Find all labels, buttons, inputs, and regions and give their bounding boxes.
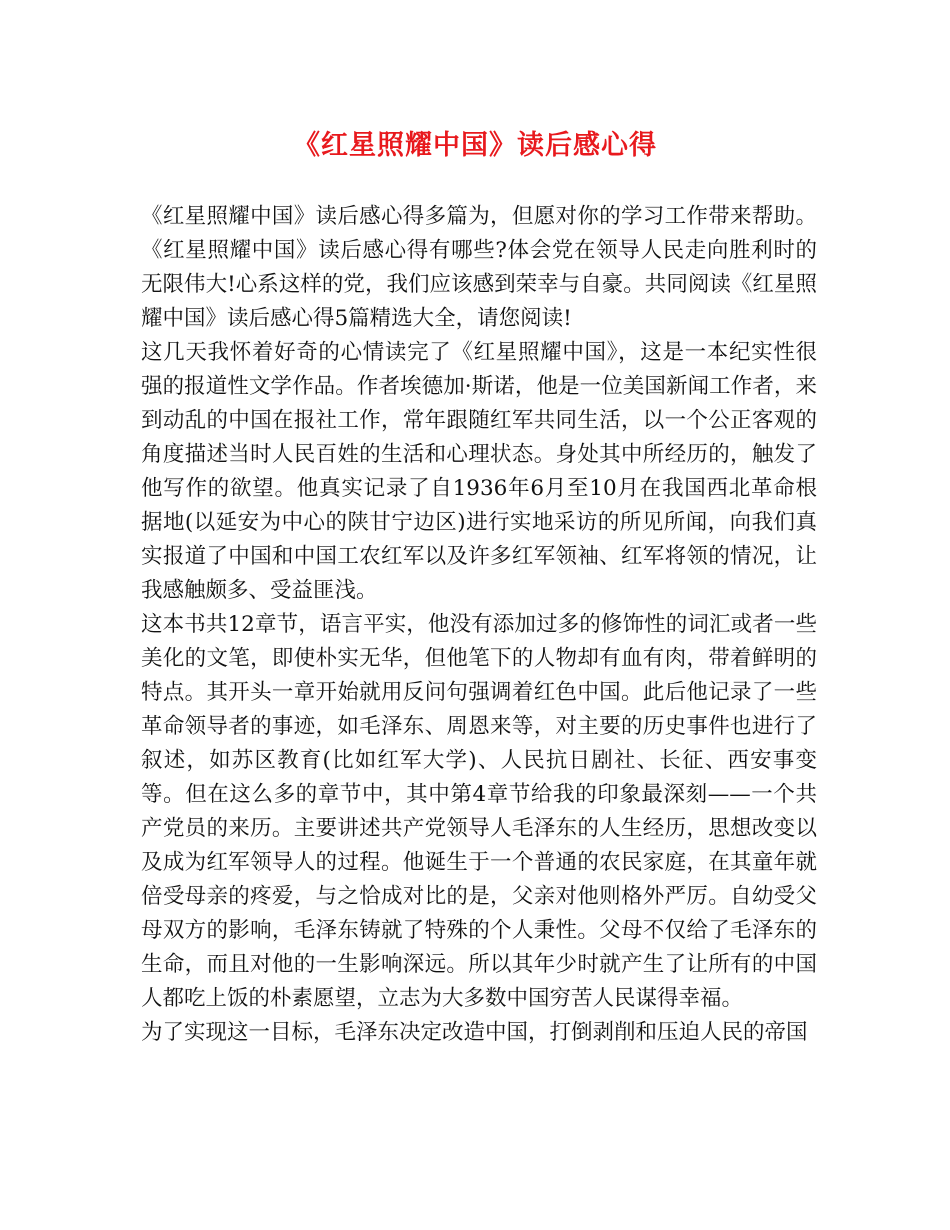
- document-body: [141, 200, 817, 1050]
- paragraph-chapters: 这本书共12章节，语言平实，他没有添加过多的修饰性的词汇或者一些美化的文笔，即使朴实无华，但他笔下的人物却有血有肉，带着鲜明的特点。其开头一章开始就用反问句强调着红色中国。此后他记录了一些革命领导者的事迹，如毛泽东、周恩来等，对主要的历史事件也进行了叙述，如苏区教育(比如红军大学)、人民抗日剧社、长征、西安事变等。但在这么多的章节中，其中第4章节给我的印象最深刻——一个共产党员的来历。主要讲述共产党领导人毛泽东的人生经历，思想改变以及成为红军领导人的过程。他诞生于一个普通的农民家庭，在其童年就倍受母亲的疼爱，与之恰成对比的是，父亲对他则格外严厉。自幼受父母双方的影响，毛泽东铸就了特殊的个人秉性。父母不仅给了毛泽东的生命，而且对他的一生影响深远。所以其年少时就产生了让所有的中国人都吃上饭的朴素愿望，立志为大多数中国穷苦人民谋得幸福。: [141, 612, 817, 1011]
- paragraph-reading: 这几天我怀着好奇的心情读完了《红星照耀中国》，这是一本纪实性很强的报道性文学作品。作者埃德加·斯诺，他是一位美国新闻工作者，来到动乱的中国在报社工作，常年跟随红军共同生活，以一个公正客观的角度描述当时人民百姓的生活和心理状态。身处其中所经历的，触发了他写作的欲望。他真实记录了自1936年6月至10月在我国西北革命根据地(以延安为中心的陕甘宁边区)进行实地采访的所见所闻，向我们真实报道了中国和中国工农红军以及许多红军领袖、红军将领的情况，让我感触颇多、受益匪浅。: [141, 340, 817, 603]
- paragraph-intro: 《红星照耀中国》读后感心得多篇为，但愿对你的学习工作带来帮助。《红星照耀中国》读后感心得有哪些?体会党在领导人民走向胜利时的无限伟大!心系这样的党，我们应该感到荣幸与自豪。共同阅读《红星照耀中国》读后感心得5篇精选大全，请您阅读!: [141, 204, 817, 331]
- document-title: 《红星照耀中国》读后感心得: [293, 130, 657, 161]
- paragraph-goal: 为了实现这一目标，毛泽东决定改造中国，打倒剥削和压迫人民的帝国: [141, 1020, 808, 1045]
